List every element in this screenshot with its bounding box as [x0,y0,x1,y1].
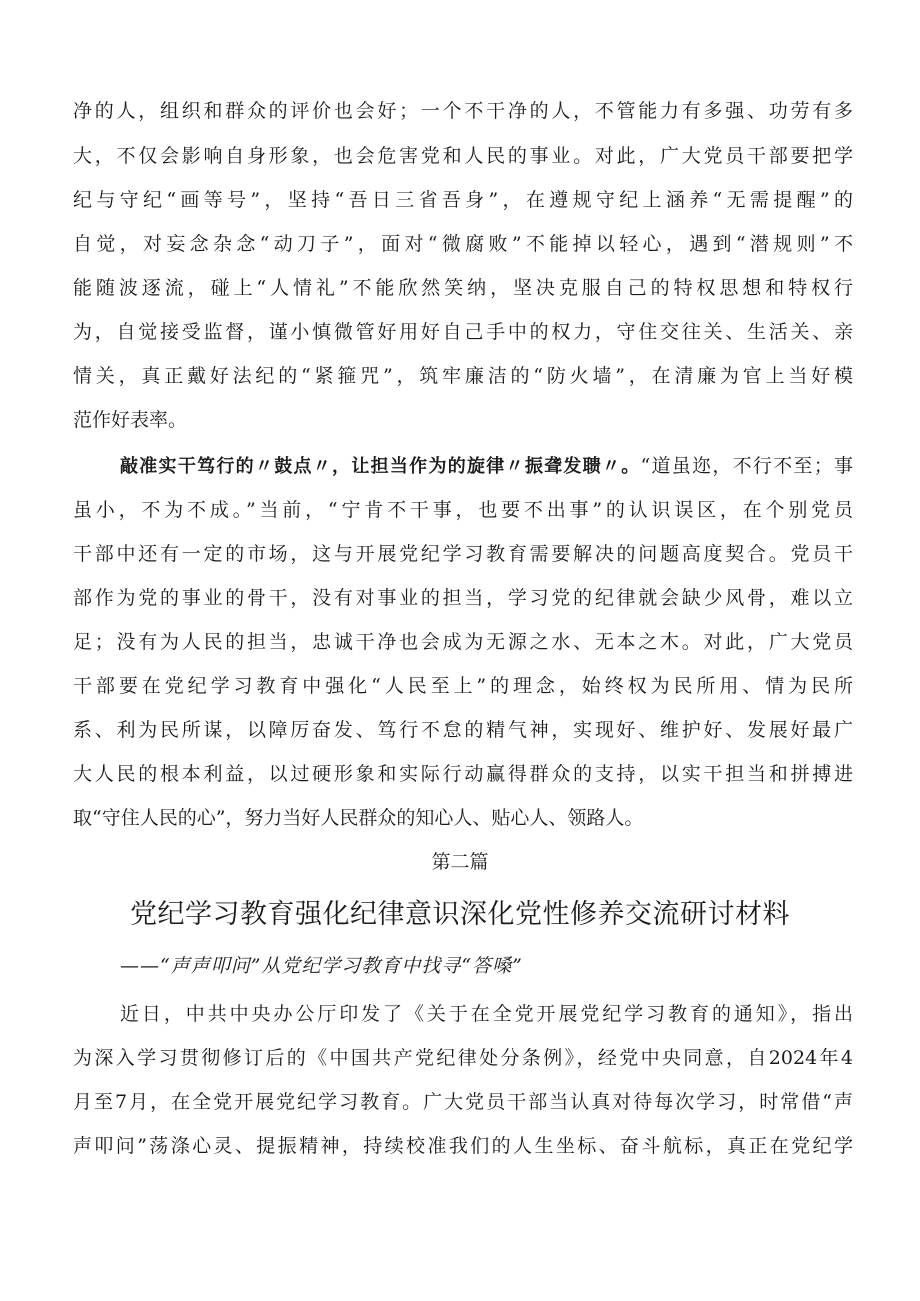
paragraph-line: 纪与守纪“画等号”，坚持“吾日三省吾身”，在遵规守纪上涵养“无需提醒”的 [73,189,853,211]
paragraph-line: 自觉，对妄念杂念“动刀子”，面对“微腐败”不能掉以轻心，遇到“潜规则”不 [73,233,853,255]
paragraph-line: 部作为党的事业的骨干，没有对事业的担当，学习党的纪律就会缺少风骨，难以立 [73,587,853,609]
paragraph-line: 为，自觉接受监督，谨小慎微管好用好自己手中的权力，守住交往关、生活关、亲 [73,321,853,343]
paragraph-line: 近日，中共中央办公厅印发了《关于在全党开展党纪学习教育的通知》，指出 [120,1003,853,1025]
paragraph-line: 月至7月，在全党开展党纪学习教育。广大党员干部当认真对待每次学习，时常借“声 [73,1091,853,1113]
paragraph-line: 能随波逐流，碰上“人情礼”不能欣然笑纳，坚决克服自己的特权思想和特权行 [73,277,853,299]
paragraph-lead-rest: “道虽迩，不行不至；事 [640,455,853,477]
paragraph-bold-lead: 敲准实干笃行的〃鼓点〃，让担当作为的旋律〃振聋发聩〃。 [120,456,641,477]
paragraph-line: 虽小，不为不成。”当前，“宁肯不干事，也要不出事”的认识误区，在个别党员 [73,499,853,521]
paragraph-line: 净的人，组织和群众的评价也会好；一个不干净的人，不管能力有多强、功劳有多 [73,100,853,122]
paragraph-line: 声叩问”荡涤心灵、提振精神，持续校准我们的人生坐标、奋斗航标，真正在党纪学 [73,1135,853,1157]
paragraph-line: 干部要在党纪学习教育中强化“人民至上”的理念，始终权为民所用、情为民所 [73,675,853,697]
paragraph-line: 为深入学习贯彻修订后的《中国共产党纪律处分条例》，经党中央同意，自2024年4 [73,1047,853,1069]
paragraph-line: 范作好表率。 [73,409,188,431]
paragraph-line: 取“守住人民的心”，努力当好人民群众的知心人、贴心人、领路人。 [73,807,644,829]
paragraph-line: 情关，真正戴好法纪的“紧箍咒”，筑牢廉洁的“防火墙”，在清廉为官上当好模 [73,365,853,387]
paragraph-line: 系、利为民所谋，以障厉奋发、笃行不怠的精气神，实现好、维护好、发展好最广 [73,719,853,741]
section-label: 第二篇 [431,851,489,873]
article-title: 党纪学习教育强化纪律意识深化党性修养交流研讨材料 [130,899,790,930]
paragraph-line: 干部中还有一定的市场，这与开展党纪学习教育需要解决的问题高度契合。党员干 [73,543,853,565]
article-subtitle: ——“声声叩问”从党纪学习教育中找寻“答嗓” [120,955,523,977]
paragraph-line: 大人民的根本利益，以过硬形象和实际行动赢得群众的支持，以实干担当和拼搏进 [73,763,853,785]
paragraph-line: 大，不仅会影响自身形象，也会危害党和人民的事业。对此，广大党员干部要把学 [73,145,853,167]
paragraph-line: 足；没有为人民的担当，忠诚干净也会成为无源之水、无本之木。对此，广大党员 [73,631,853,653]
paragraph-lead-line [120,446,853,486]
